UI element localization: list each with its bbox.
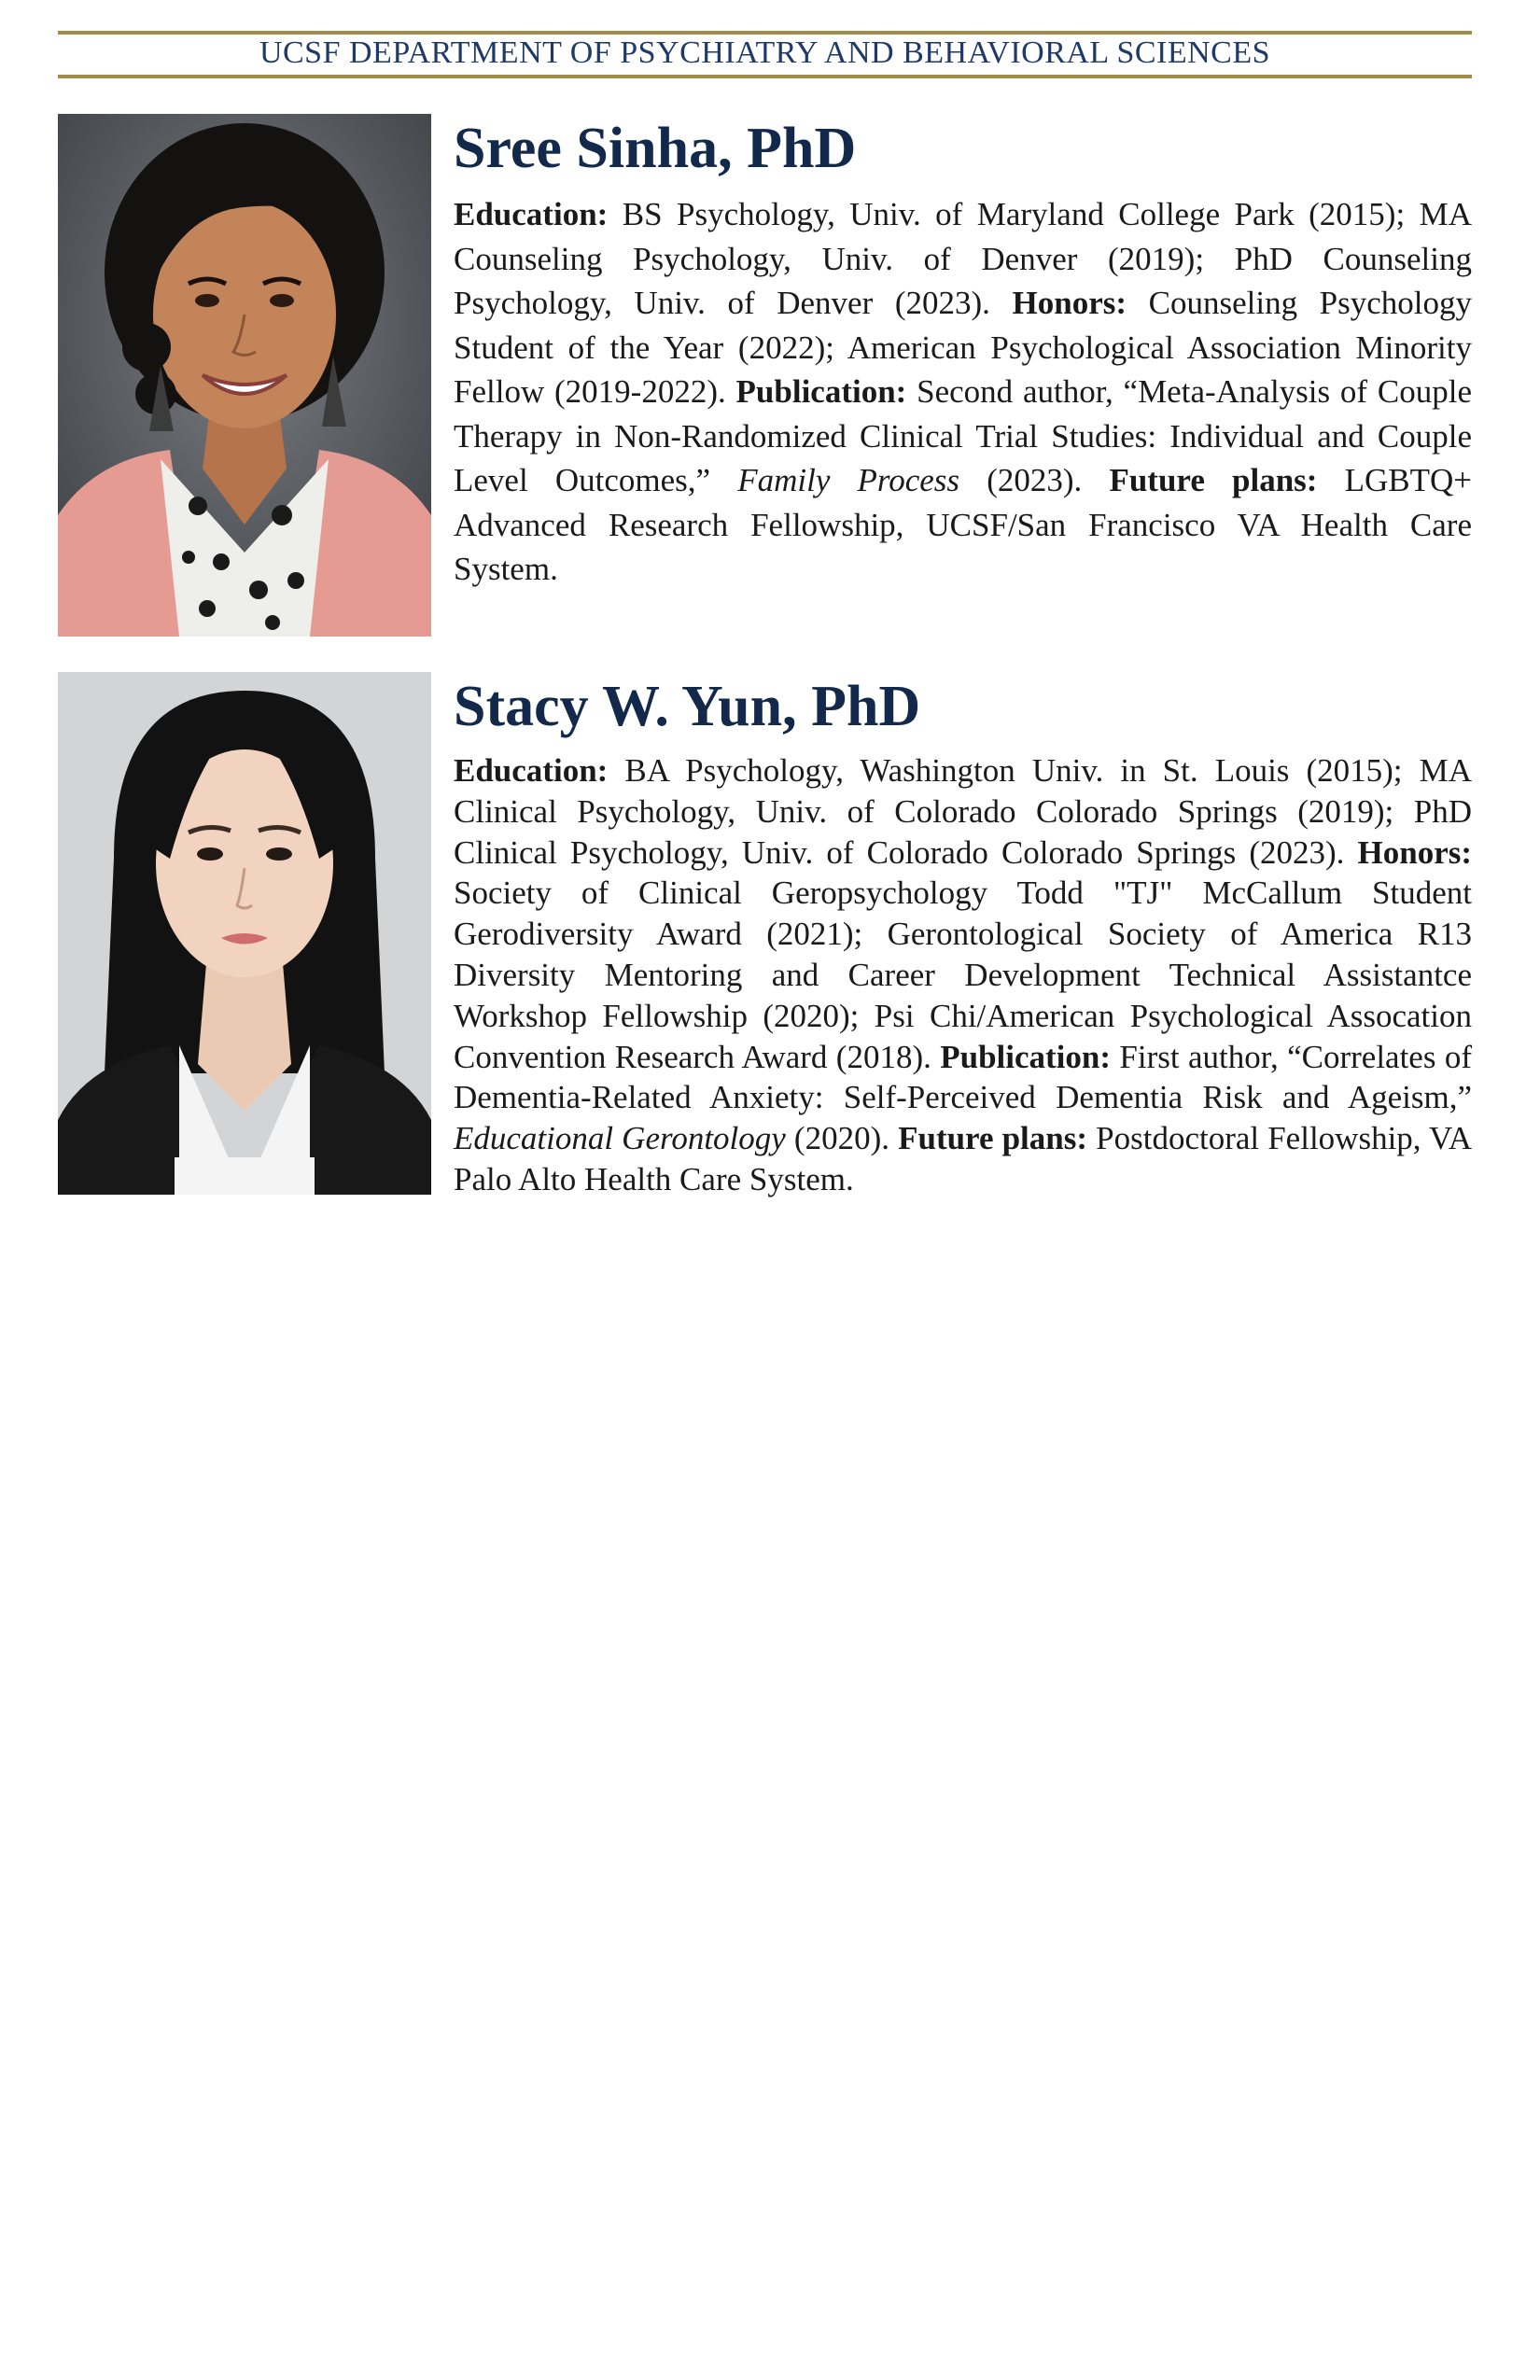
honors-text: Society of Clinical Geropsychology Todd "TJ" McCallum Student Gerodiversity Award (2021); Gerontological Society of America R13 Diversity Mentoring and Career Development Technical Assistantce Workshop Fellowship (2020); Psi Chi/American Psychological Assocation Convention Research Award (2018). bbox=[454, 875, 1472, 1075]
publication-journal: Educational Gerontology bbox=[454, 1120, 786, 1157]
portrait-photo bbox=[58, 114, 431, 637]
honors-label: Honors: bbox=[1357, 833, 1473, 871]
future-plans-text: Postdoctoral Fellowship, VA Palo Alto Health Care System. bbox=[454, 1120, 1473, 1197]
publication-year: (2020). bbox=[793, 1120, 889, 1157]
portrait-photo-icon bbox=[58, 114, 431, 637]
publication-label: Publication: bbox=[735, 373, 907, 410]
profile-info bbox=[454, 672, 1472, 1200]
profile-name: Stacy W. Yun, PhD bbox=[454, 675, 921, 738]
profile-card bbox=[58, 114, 1472, 637]
header-bottom-rule bbox=[58, 75, 1472, 78]
publication-journal: Family Process bbox=[737, 462, 960, 498]
portrait-photo bbox=[58, 672, 431, 1195]
education-text: BS Psychology, Univ. of Maryland College Park (2015); MA Counseling Psychology, Univ. of Denver (2019); PhD Counseling Psychology, Univ. of Denver (2023). bbox=[454, 196, 1472, 321]
profile-card bbox=[58, 672, 1472, 1232]
education-label: Education: bbox=[454, 196, 609, 232]
publication-text: Second author, “Meta-Analysis of Couple Therapy in Non-Randomized Clinical Trial Studies: Individual and Couple Level Outcomes,” bbox=[454, 373, 1472, 498]
education-label: Education: bbox=[454, 752, 609, 789]
department-title: UCSF DEPARTMENT OF PSYCHIATRY AND BEHAVIORAL SCIENCES bbox=[259, 35, 1271, 70]
honors-text: Counseling Psychology Student of the Year (2022); American Psychological Association Minority Fellow (2019-2022). bbox=[454, 285, 1473, 410]
profile-bio bbox=[454, 192, 1472, 592]
future-plans-text: LGBTQ+ Advanced Research Fellowship, UCSF/San Francisco VA Health Care System. bbox=[454, 462, 1473, 587]
publication-label: Publication: bbox=[940, 1038, 1112, 1075]
publication-year: (2023). bbox=[987, 462, 1083, 498]
publication-text: First author, “Correlates of Dementia-Related Anxiety: Self-Perceived Dementia Risk and Ageism,” bbox=[454, 1038, 1472, 1116]
profile-name: Sree Sinha, PhD bbox=[454, 117, 857, 180]
future-plans-label: Future plans: bbox=[898, 1120, 1088, 1157]
education-text: BA Psychology, Washington Univ. in St. Louis (2015); MA Clinical Psychology, Univ. of Colorado Colorado Springs (2019); PhD Clinical Psychology, Univ. of Colorado Colorado Springs (2023). bbox=[454, 752, 1472, 871]
future-plans-label: Future plans: bbox=[1109, 462, 1318, 498]
portrait-photo-icon bbox=[58, 672, 431, 1195]
profile-info bbox=[454, 114, 1472, 592]
honors-label: Honors: bbox=[1012, 285, 1127, 321]
profile-bio bbox=[454, 750, 1472, 1200]
